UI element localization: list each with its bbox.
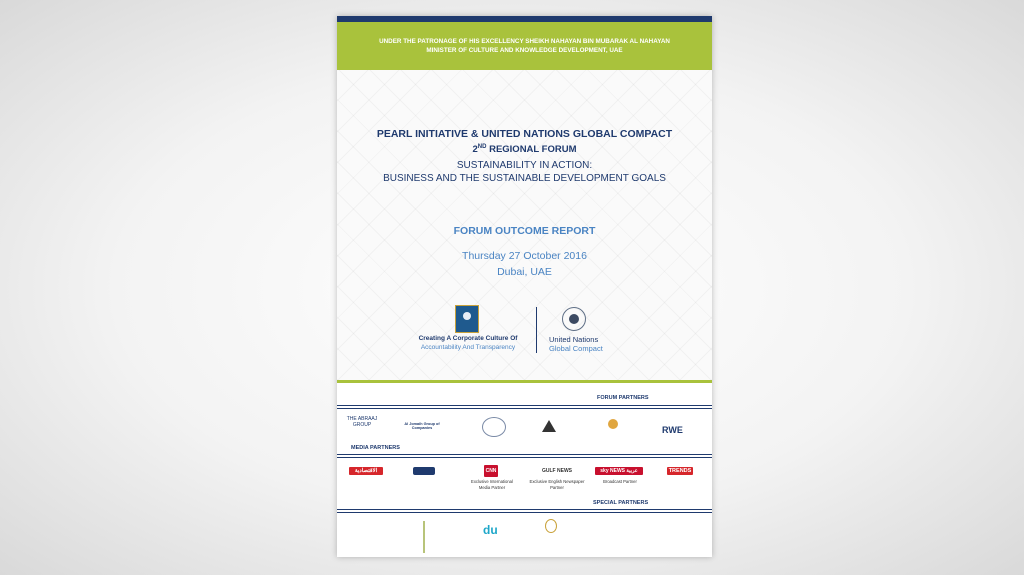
media-partners-heading: MEDIA PARTNERS — [351, 445, 400, 451]
report-cover — [337, 16, 712, 557]
partner-4-logo — [542, 420, 556, 432]
outcome-report-label: FORUM OUTCOME REPORT — [453, 225, 596, 237]
aleqtisadiya-logo: الاقتصادية — [349, 467, 383, 475]
trends-logo: TRENDS — [668, 468, 692, 474]
patronage-line-2: MINISTER OF CULTURE AND KNOWLEDGE DEVELOPMENT, UAE — [426, 47, 623, 54]
partner-3-logo — [482, 417, 506, 437]
theme-line-1: SUSTAINABILITY IN ACTION: — [456, 160, 593, 172]
gulf-news-caption: Exclusive English Newspaper Partner — [529, 479, 585, 490]
special-band-line-2 — [337, 512, 712, 513]
abraaj-logo: THE ABRAAJ GROUP — [346, 416, 378, 428]
logo-divider — [536, 307, 537, 353]
pearl-initiative-logo — [455, 305, 479, 333]
forum-partners-heading: FORUM PARTNERS — [597, 395, 649, 401]
patronage-line-1: UNDER THE PATRONAGE OF HIS EXCELLENCY SHEIKH NAHAYAN BIN MUBARAK AL NAHAYAN — [379, 38, 670, 45]
cnn-logo: CNN — [484, 465, 498, 477]
theme-line-2: BUSINESS AND THE SUSTAINABLE DEVELOPMENT GOALS — [383, 173, 666, 185]
partner-5-logo — [608, 419, 618, 429]
un-name-1: United Nations — [549, 335, 599, 344]
media-partner-2-logo — [413, 467, 435, 475]
report-title: PEARL INITIATIVE & UNITED NATIONS GLOBAL COMPACT — [376, 128, 673, 140]
un-global-compact-logo — [562, 307, 586, 331]
event-location: Dubai, UAE — [497, 266, 552, 278]
forum-band-line — [337, 405, 712, 406]
al-jomaih-logo: Al Jomaih Group of Companies — [404, 422, 440, 430]
special-partner-1-logo — [423, 521, 425, 553]
forum-band-line-2 — [337, 408, 712, 409]
gulf-news-logo: GULF NEWS — [542, 468, 572, 474]
cnn-caption: Exclusive International Media Partner — [471, 479, 513, 490]
media-band-line-2 — [337, 457, 712, 458]
rwe-logo: RWE — [662, 425, 683, 435]
event-date: Thursday 27 October 2016 — [462, 250, 587, 262]
un-name-2: Global Compact — [549, 344, 603, 353]
du-logo: du — [483, 523, 498, 537]
special-partner-3-logo — [545, 519, 557, 533]
sky-news-arabia-logo: sky NEWS عربية — [595, 467, 643, 475]
green-divider — [337, 380, 712, 383]
special-band-line — [337, 509, 712, 510]
title-block — [337, 128, 712, 185]
forum-subtitle: 2ND REGIONAL FORUM — [472, 144, 577, 156]
patronage-banner — [337, 22, 712, 70]
date-location — [337, 248, 712, 280]
organizer-logos — [337, 305, 712, 357]
media-band-line — [337, 454, 712, 455]
pearl-tagline-1: Creating A Corporate Culture Of — [418, 335, 518, 342]
sky-news-caption: Broadcast Partner — [603, 479, 637, 484]
special-partners-heading: SPECIAL PARTNERS — [593, 500, 649, 506]
pearl-tagline-2: Accountability And Transparency — [420, 344, 516, 351]
